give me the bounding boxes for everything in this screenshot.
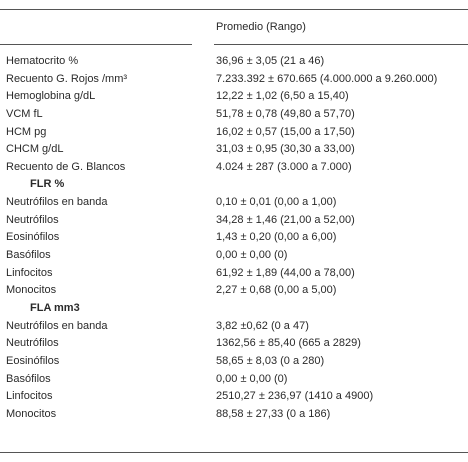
row-value: 12,22 ± 1,02 (6,50 a 15,40) [216, 90, 349, 103]
row-value: 36,96 ± 3,05 (21 a 46) [216, 55, 325, 67]
row-label: Eosinófilos [6, 354, 60, 367]
row-value: 61,92 ± 1,89 (44,00 a 78,00) [216, 266, 355, 279]
table-row [0, 353, 468, 371]
row-value: 0,00 ± 0,00 (0) [216, 249, 288, 262]
row-label: Basófilos [6, 249, 51, 262]
table-row [0, 247, 468, 265]
row-label: Neutrófilos en banda [6, 319, 108, 332]
row-label: Linfocitos [6, 390, 53, 403]
table-body [0, 53, 468, 423]
row-value: 0,00 ± 0,00 (0) [216, 372, 288, 385]
table-row [0, 194, 468, 212]
row-value: 3,82 ±0,62 (0 a 47) [216, 319, 309, 332]
row-value: 1362,56 ± 85,40 (665 a 2829) [216, 337, 361, 350]
header-underline-left [0, 44, 192, 45]
table-row [0, 212, 468, 230]
row-label: Eosinófilos [6, 231, 60, 244]
table-row [0, 71, 468, 89]
row-value: 58,65 ± 8,03 (0 a 280) [216, 354, 325, 367]
row-label: Recuento de G. Blancos [6, 160, 126, 173]
row-value: 2510,27 ± 236,97 (1410 a 4900) [216, 390, 374, 403]
table-top-rule [0, 9, 468, 10]
header-underline-right [214, 44, 468, 45]
table-row [0, 406, 468, 424]
row-label: Basófilos [6, 372, 51, 385]
row-label: Monocitos [6, 284, 57, 297]
table-row [0, 53, 468, 71]
row-value: 16,02 ± 0,57 (15,00 a 17,50) [216, 125, 355, 138]
row-value: 51,78 ± 0,78 (49,80 a 57,70) [216, 107, 355, 120]
row-label: Neutrófilos en banda [6, 196, 108, 209]
row-label: Recuento G. Rojos /mm³ [6, 72, 128, 85]
row-label: VCM fL [6, 107, 43, 120]
table-row [0, 335, 468, 353]
row-label: Hematocrito % [6, 55, 79, 67]
row-label: Linfocitos [6, 266, 53, 279]
row-label: Neutrófilos [6, 337, 59, 350]
table-row [0, 265, 468, 283]
row-value: 2,27 ± 0,68 (0,00 a 5,00) [216, 284, 337, 297]
table-row [0, 106, 468, 124]
section-label: FLA mm3 [30, 301, 80, 314]
row-value: 7.233.392 ± 670.665 (4.000.000 a 9.260.000) [216, 72, 438, 85]
table-row [0, 141, 468, 159]
section-label: FLR % [30, 178, 65, 191]
row-value: 88,58 ± 27,33 (0 a 186) [216, 407, 331, 420]
row-value: 34,28 ± 1,46 (21,00 a 52,00) [216, 213, 355, 226]
table-row [0, 371, 468, 389]
row-value: 31,03 ± 0,95 (30,30 a 33,00) [216, 143, 355, 156]
row-label: HCM pg [6, 125, 47, 138]
row-label: Neutrófilos [6, 213, 59, 226]
table-row [0, 318, 468, 336]
row-label: CHCM g/dL [6, 143, 64, 156]
column-header-promedio-rango: Promedio (Rango) [216, 21, 306, 33]
table-row [0, 282, 468, 300]
row-value: 1,43 ± 0,20 (0,00 a 6,00) [216, 231, 337, 244]
table-row [0, 159, 468, 177]
section-header-row [0, 176, 468, 194]
section-header-row [0, 300, 468, 318]
table-bottom-rule [0, 452, 468, 453]
table-row [0, 229, 468, 247]
row-label: Hemoglobina g/dL [6, 90, 96, 103]
row-value: 4.024 ± 287 (3.000 a 7.000) [216, 160, 352, 173]
table-row [0, 124, 468, 142]
row-value: 0,10 ± 0,01 (0,00 a 1,00) [216, 196, 337, 209]
table-row [0, 88, 468, 106]
row-label: Monocitos [6, 407, 57, 420]
table-row [0, 388, 468, 406]
